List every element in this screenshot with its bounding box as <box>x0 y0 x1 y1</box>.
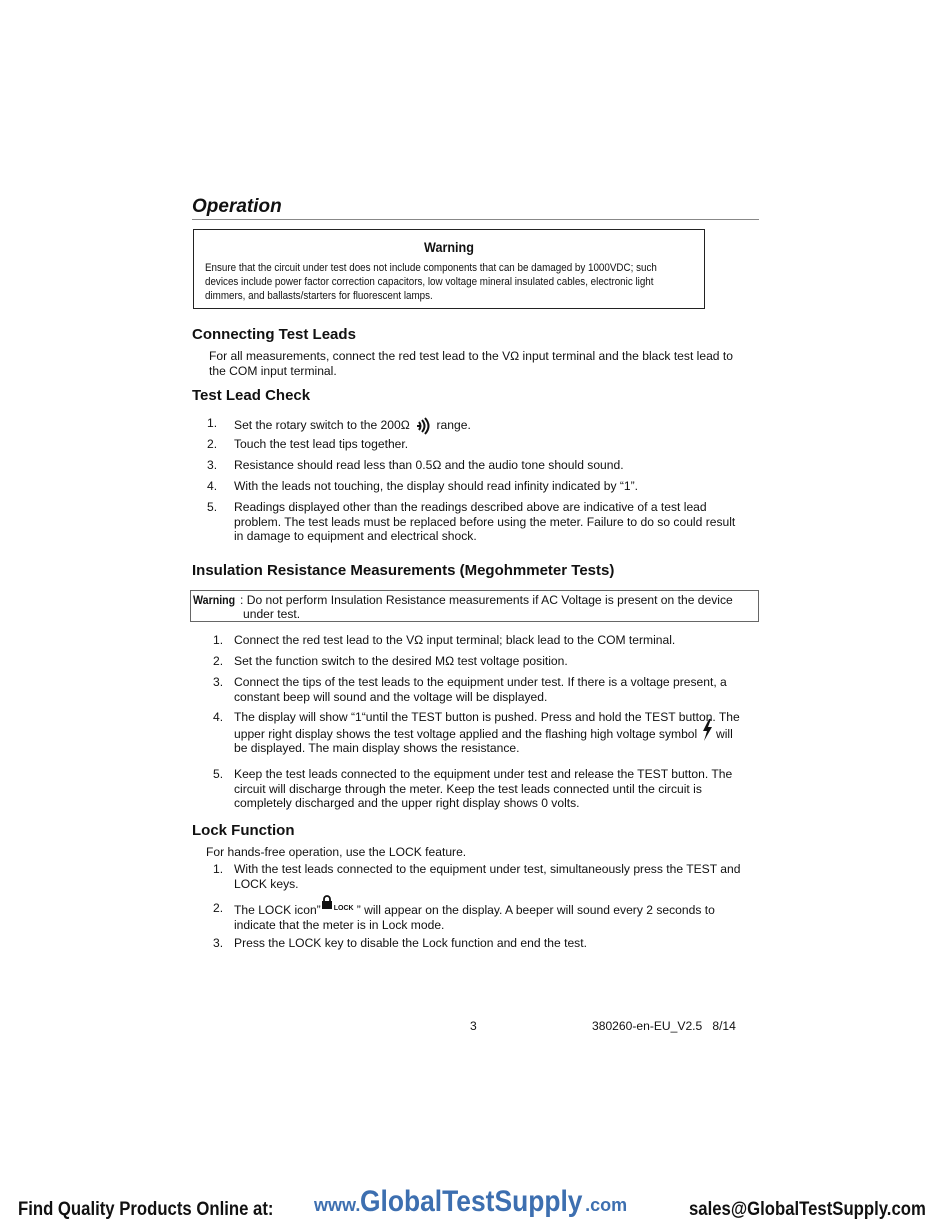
step-text: Readings displayed other than the readings described above are indicative of a test lead <box>234 500 707 514</box>
continuity-sound-icon <box>413 416 433 436</box>
step-text: Connect the tips of the test leads to the equipment under test. If there is a voltage present, a <box>234 675 727 689</box>
step-text: in damage to equipment and electrical shock. <box>234 529 477 543</box>
step-text: Press the LOCK key to disable the Lock function and end the test. <box>234 936 587 950</box>
step-number: 1. <box>207 416 218 430</box>
banner-tagline: Find Quality Products Online at: <box>18 1199 274 1220</box>
lead-check-heading: Test Lead Check <box>192 387 311 404</box>
insulation-heading: Insulation Resistance Measurements (Megohmmeter Tests) <box>192 562 615 579</box>
warning-label: Warning <box>193 593 236 607</box>
step-number: 4. <box>207 479 218 493</box>
warning-line: Ensure that the circuit under test does not include components that can be damaged by 1000VDC; such <box>205 262 657 274</box>
step-text: ” will appear on the display. A beeper will sound every 2 seconds to <box>356 903 715 917</box>
step-text: Resistance should read less than 0.5Ω and the audio tone should sound. <box>234 458 624 472</box>
warning-text: : Do not perform Insulation Resistance measurements if AC Voltage is present on the device <box>240 593 733 607</box>
step-number: 2. <box>213 901 224 915</box>
step-text: indicate that the meter is in Lock mode. <box>234 917 445 932</box>
step-text: The display will show “1“until the TEST button is pushed. Press and hold the TEST button. The <box>234 710 740 724</box>
step-text: With the leads not touching, the display should read infinity indicated by “1”. <box>234 479 639 493</box>
high-voltage-icon <box>701 719 713 741</box>
lock-icon <box>321 901 357 915</box>
connecting-heading: Connecting Test Leads <box>192 326 356 343</box>
step-number: 3. <box>207 458 218 472</box>
url-main: GlobalTestSupply <box>360 1185 583 1218</box>
document-id: 380260-en-EU_V2.5 8/14 <box>592 1019 736 1033</box>
padlock-icon <box>321 895 333 910</box>
step-text: problem. The test leads must be replaced before using the meter. Failure to do so could result <box>234 514 736 529</box>
step-text: Set the function switch to the desired MΩ test voltage position. <box>234 654 568 668</box>
warning-title: Warning <box>424 239 474 255</box>
lock-intro: For hands-free operation, use the LOCK feature. <box>206 845 467 859</box>
step-text: Keep the test leads connected to the equipment under test and release the TEST button. The <box>234 767 733 781</box>
step-number: 1. <box>213 633 224 647</box>
step-number: 4. <box>213 710 224 724</box>
step-number: 1. <box>213 862 224 876</box>
step-text: circuit will discharge through the meter. Keep the test leads connected until the circuit is <box>234 781 702 796</box>
step-number: 5. <box>213 767 224 781</box>
paragraph-line: For all measurements, connect the red test lead to the VΩ input terminal and the black test lead to <box>209 349 733 363</box>
step-number: 3. <box>213 675 224 689</box>
step-text: upper right display shows the test voltage applied and the flashing high voltage symbol <box>234 726 698 741</box>
url-prefix: www. <box>314 1195 361 1215</box>
step-text: LOCK keys. <box>234 876 299 891</box>
paragraph-line: the COM input terminal. <box>209 363 337 378</box>
warning-line: dimmers, and ballasts/starters for fluorescent lamps. <box>205 290 433 302</box>
step-text: completely discharged and the upper right display shows 0 volts. <box>234 796 580 810</box>
step-text: Set the rotary switch to the 200Ω <box>234 418 410 433</box>
warning-text <box>205 261 657 303</box>
step-number: 3. <box>213 936 224 950</box>
step-text: constant beep will sound and the voltage will be displayed. <box>234 689 548 704</box>
step-text: Touch the test lead tips together. <box>234 437 409 451</box>
banner-email-link[interactable]: sales@GlobalTestSupply.com <box>689 1199 926 1220</box>
title-divider <box>192 219 759 220</box>
banner-url-link[interactable] <box>314 1185 627 1219</box>
connecting-paragraph <box>209 349 733 378</box>
step-number: 5. <box>207 500 218 514</box>
warning-line: devices include power factor correction capacitors, low voltage mineral insulated cables, electronic light <box>205 276 654 288</box>
step-number: 2. <box>213 654 224 668</box>
lock-heading: Lock Function <box>192 822 295 839</box>
step-text: With the test leads connected to the equipment under test, simultaneously press the TEST and <box>234 862 741 876</box>
lock-icon-word: LOCK <box>333 905 354 912</box>
step-text: The LOCK icon” <box>234 903 321 917</box>
step-number: 2. <box>207 437 218 451</box>
warning-box <box>193 229 705 309</box>
step-text: Connect the red test lead to the VΩ input terminal; black lead to the COM terminal. <box>234 633 676 647</box>
warning-text: under test. <box>243 607 301 621</box>
page-title: Operation <box>192 196 282 217</box>
insulation-warning-box <box>190 590 759 622</box>
step-text: be displayed. The main display shows the resistance. <box>234 741 520 756</box>
url-suffix: .com <box>585 1195 628 1215</box>
page-number: 3 <box>470 1019 477 1033</box>
step-text: will <box>715 726 733 741</box>
step-text: range. <box>436 418 471 433</box>
